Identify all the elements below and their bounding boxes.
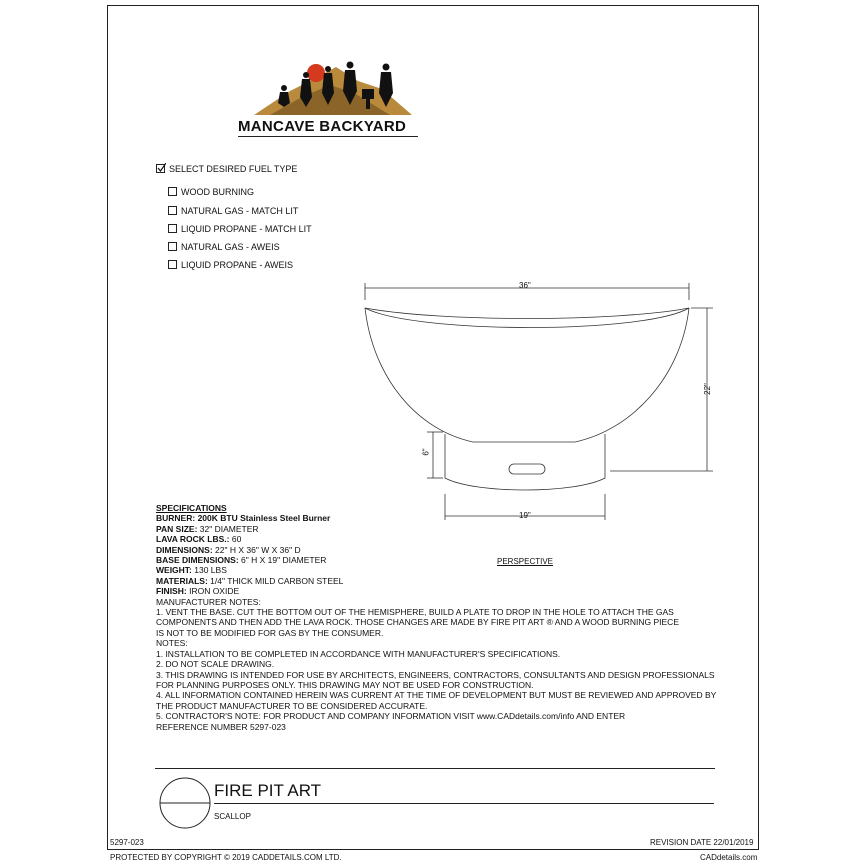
fuel-type-heading: SELECT DESIRED FUEL TYPE [156, 164, 297, 175]
spec-row: DIMENSIONS: 22" H X 36" W X 36" D [156, 544, 301, 555]
note-line: 5. CONTRACTOR'S NOTE: FOR PRODUCT AND COMPANY INFORMATION VISIT www.CADdetails.com/info AND ENTER [156, 711, 626, 722]
specifications-block [156, 503, 716, 732]
fuel-option-propane-match[interactable]: LIQUID PROPANE - MATCH LIT [168, 224, 312, 235]
fuel-option-wood[interactable]: WOOD BURNING [168, 187, 254, 198]
note-line: 3. THIS DRAWING IS INTENDED FOR USE BY ARCHITECTS, ENGINEERS, CONTRACTORS, CONSULTANTS AND DESIGN PROFESSIONALS [156, 669, 715, 680]
checkbox-icon[interactable] [168, 187, 177, 196]
brand-name: MANCAVE BACKYARD [238, 118, 407, 135]
spec-row: BURNER: 200K BTU Stainless Steel Burner [156, 513, 331, 524]
copyright-notice: PROTECTED BY COPYRIGHT © 2019 CADDETAILS.COM LTD. [110, 853, 342, 862]
revision-date: REVISION DATE 22/01/2019 [650, 838, 754, 847]
specifications-heading: SPECIFICATIONS [156, 503, 227, 513]
brand-underline [238, 136, 418, 137]
manufacturer-note-line: COMPONENTS AND THEN ADD THE LAVA ROCK. THOSE CHANGES ARE MADE BY FIRE PIT ART ® AND A WOOD BURNING PIECE [156, 617, 679, 628]
title-circle-icon [158, 776, 212, 830]
reference-number: 5297-023 [110, 838, 144, 847]
fuel-option-natural-gas-match[interactable]: NATURAL GAS - MATCH LIT [168, 206, 298, 217]
manufacturer-notes-heading: MANUFACTURER NOTES: [156, 596, 261, 607]
note-line: 1. INSTALLATION TO BE COMPLETED IN ACCORDANCE WITH MANUFACTURER'S SPECIFICATIONS. [156, 648, 561, 659]
height-dimension-label: 22" [702, 383, 712, 395]
checkbox-icon[interactable] [168, 260, 177, 269]
title-block-top-rule [155, 768, 715, 769]
checkbox-icon[interactable] [168, 224, 177, 233]
fuel-option-propane-aweis[interactable]: LIQUID PROPANE - AWEIS [168, 260, 293, 271]
manufacturer-note-line: IS NOT TO BE MODIFIED FOR GAS BY THE CONSUMER. [156, 627, 384, 638]
note-line: 2. DO NOT SCALE DRAWING. [156, 659, 275, 670]
note-line: THE PRODUCT MANUFACTURER TO BE CONSIDERED ACCURATE. [156, 700, 428, 711]
spec-row: WEIGHT: 130 LBS [156, 565, 227, 576]
perspective-label: PERSPECTIVE [497, 557, 554, 566]
width-dimension-label: 36" [519, 281, 531, 290]
spec-row: BASE DIMENSIONS: 6" H X 19" DIAMETER [156, 555, 327, 566]
note-line: FOR PLANNING PURPOSES ONLY. THIS DRAWING MAY NOT BE USED FOR CONSTRUCTION. [156, 679, 534, 690]
model-name: SCALLOP [214, 812, 251, 821]
note-line: 4. ALL INFORMATION CONTAINED HEREIN WAS CURRENT AT THE TIME OF DEVELOPMENT BUT MUST BE REVIEWED AND APPROVED BY [156, 690, 717, 701]
spec-row: MATERIALS: 1/4" THICK MILD CARBON STEEL [156, 575, 344, 586]
base-width-dimension-label: 19" [519, 511, 531, 520]
product-title: FIRE PIT ART [214, 781, 322, 800]
spec-row: PAN SIZE: 32" DIAMETER [156, 523, 259, 534]
fire-pit-drawing [355, 278, 725, 523]
checked-box-icon [156, 164, 165, 173]
spec-row: LAVA ROCK LBS.: 60 [156, 534, 242, 545]
checkbox-icon[interactable] [168, 206, 177, 215]
manufacturer-note-line: 1. VENT THE BASE. CUT THE BOTTOM OUT OF THE HEMISPHERE, BUILD A PLATE TO DROP IN THE HOLE TO ATTACH THE GAS [156, 607, 674, 618]
base-height-dimension-label: 6" [421, 448, 431, 456]
site-link[interactable]: CADdetails.com [700, 853, 758, 862]
notes-heading: NOTES: [156, 638, 188, 649]
spec-row: FINISH: IRON OXIDE [156, 586, 240, 597]
checkbox-icon[interactable] [168, 242, 177, 251]
note-line: REFERENCE NUMBER 5297-023 [156, 721, 286, 732]
title-underline [214, 803, 714, 804]
fuel-option-natural-gas-aweis[interactable]: NATURAL GAS - AWEIS [168, 242, 280, 253]
mancave-logo-icon [250, 55, 420, 117]
